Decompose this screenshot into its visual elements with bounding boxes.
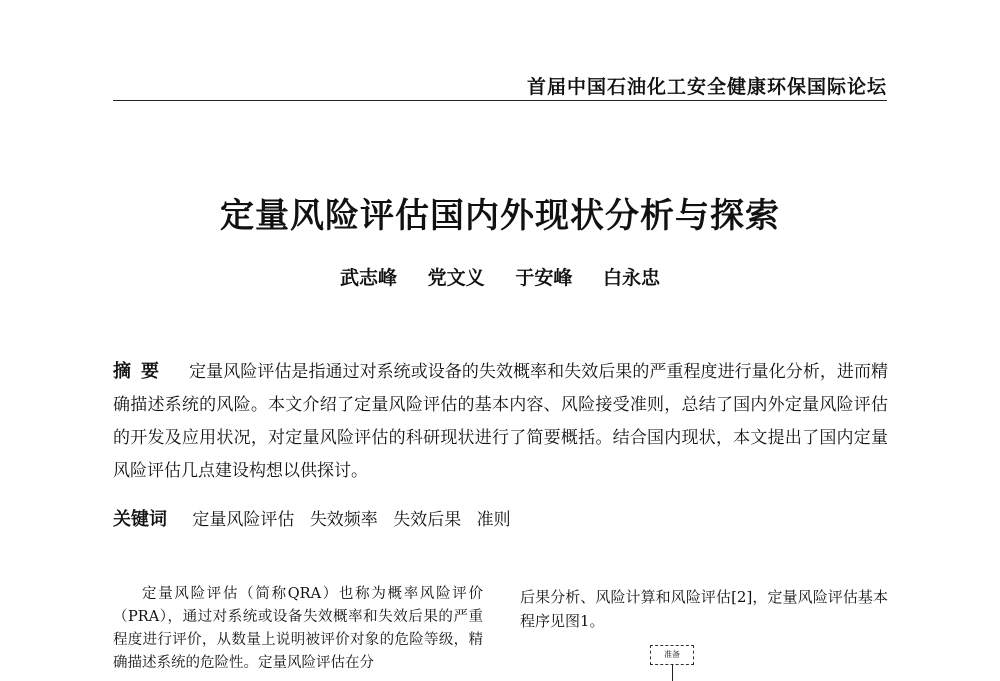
author-4: 白永忠 (602, 267, 660, 289)
keyword-4: 准则 (476, 510, 511, 530)
paper-title: 定量风险评估国内外现状分析与探索 (220, 196, 780, 236)
keyword-2: 失效频率 (309, 510, 378, 530)
keyword-1: 定量风险评估 (192, 510, 295, 530)
author-1: 武志峰 (340, 267, 398, 289)
abstract-label: 摘要 (113, 361, 170, 382)
body-left-column: 定量风险评估（简称QRA）也称为概率风险评价（PRA），通过对系统或设备失效概率和失效后果的严重程度进行评价，从数量上说明被评价对象的危险等级，精确描述系统的危险性。定量风险评估在分 (113, 586, 483, 671)
abstract (113, 355, 888, 488)
abstract-text: 定量风险评估是指通过对系统或设备的失效概率和失效后果的严重程度进行量化分析，进而精确描述系统的风险。本文介绍了定量风险评估的基本内容、风险接受准则，总结了国内外定量风险评估的开发及应用状况，对定量风险评估的科研现状进行了简要概括。结合国内现状，本文提出了国内定量风险评估几点建设构想以供探讨。 (113, 362, 889, 481)
author-2: 党文义 (427, 267, 485, 289)
keywords-label: 关键词 (113, 509, 167, 530)
author-3: 于安峰 (515, 267, 573, 289)
keyword-3: 失效后果 (393, 510, 462, 530)
flowchart-connector (672, 664, 673, 681)
header-rule (113, 100, 887, 101)
keywords (113, 505, 521, 531)
flowchart-box-preparation: 准备 (650, 645, 694, 665)
author-list (0, 263, 1000, 290)
conference-title: 首届中国石油化工安全健康环保国际论坛 (526, 76, 887, 98)
body-right-column: 后果分析、风险计算和风险评估[2]，定量风险评估基本程序见图1。 (520, 588, 888, 630)
